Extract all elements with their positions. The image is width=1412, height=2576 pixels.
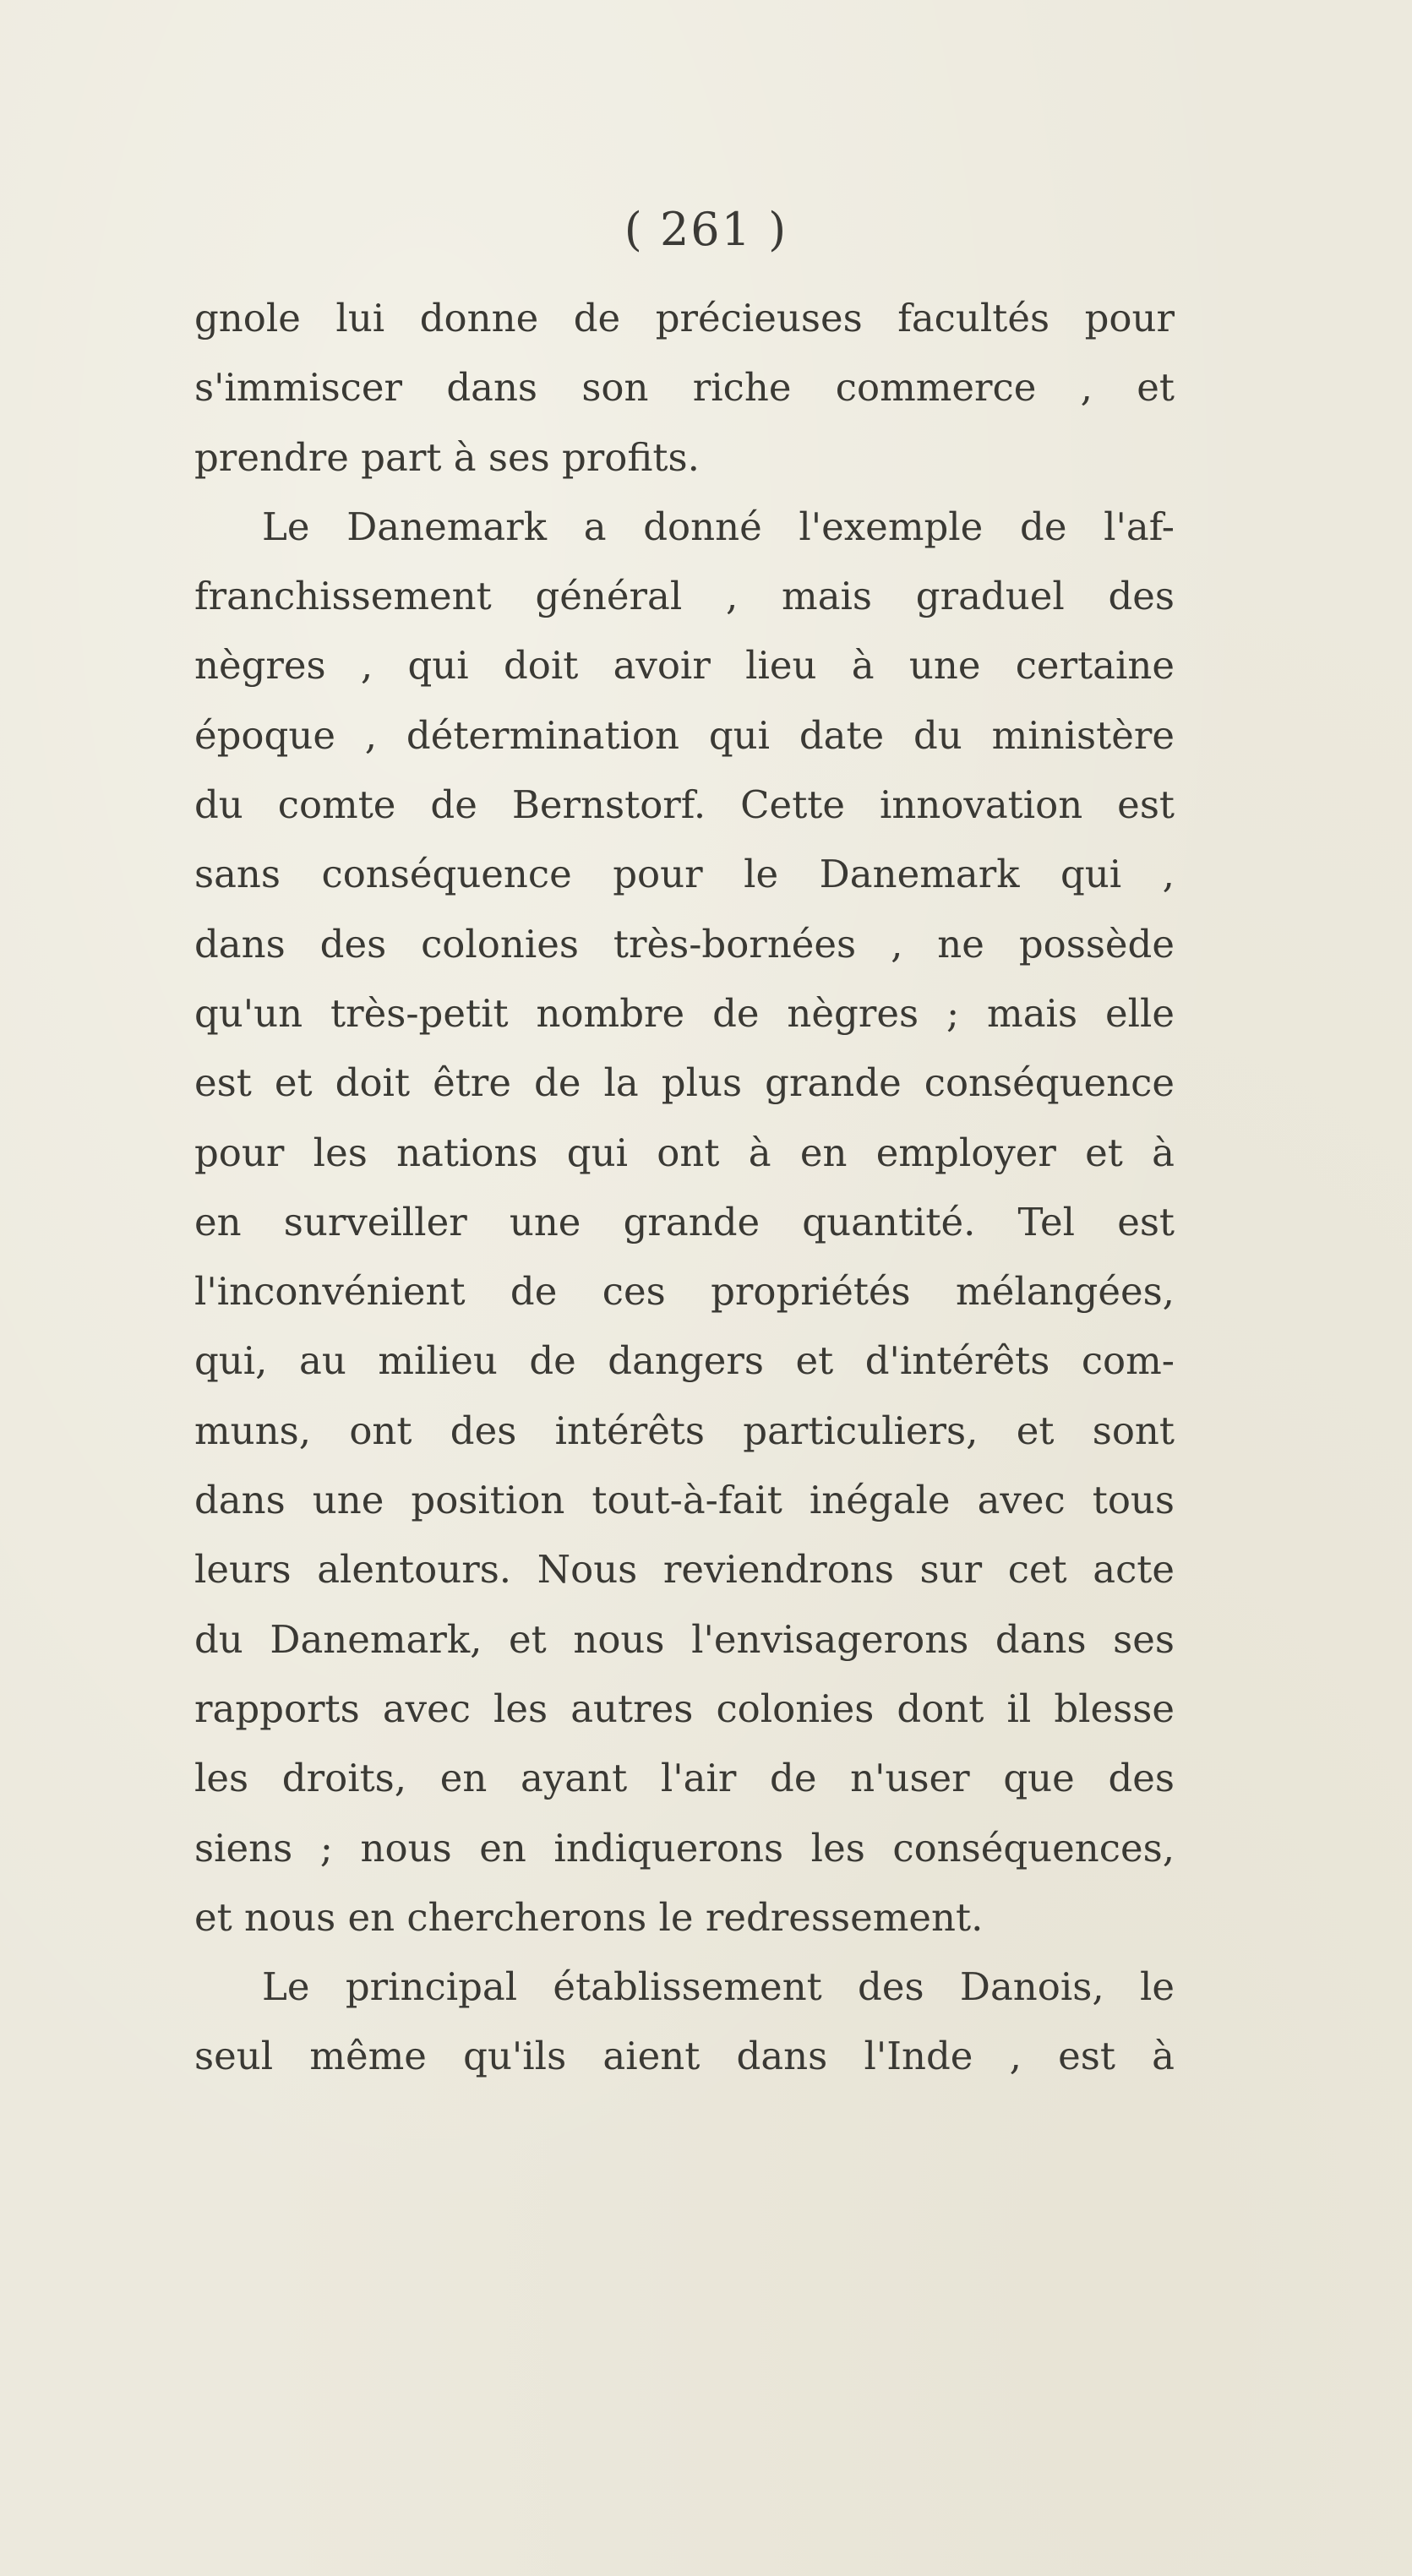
- page-number: ( 261 ): [624, 203, 788, 256]
- text-line: est et doit être de la plus grande conséquence: [194, 1060, 1175, 1106]
- text-line: Le principal établissement des Danois, le: [262, 1964, 1175, 2010]
- text-line: qu'un très-petit nombre de nègres ; mais elle: [194, 990, 1175, 1036]
- text-line: prendre part à ses profits.: [194, 434, 700, 480]
- text-line: s'immiscer dans son riche commerce , et: [194, 365, 1175, 411]
- text-line: en surveiller une grande quantité. Tel est: [194, 1199, 1175, 1244]
- text-line: époque , détermination qui date du ministère: [194, 712, 1175, 758]
- text-line: rapports avec les autres colonies dont il blesse: [194, 1686, 1175, 1731]
- text-line: franchissement général , mais graduel des: [194, 574, 1175, 619]
- text-line: dans des colonies très-bornées , ne possède: [194, 921, 1175, 967]
- text-line: pour les nations qui ont à en employer et à: [194, 1130, 1175, 1175]
- text-line: Le Danemark a donné l'exemple de l'af-: [262, 504, 1175, 549]
- text-line: du Danemark, et nous l'envisagerons dans ses: [194, 1616, 1175, 1662]
- text-line: gnole lui donne de précieuses facultés pour: [194, 296, 1175, 340]
- text-line: les droits, en ayant l'air de n'user que des: [194, 1756, 1175, 1801]
- text-line: du comte de Bernstorf. Cette innovation est: [194, 782, 1175, 828]
- text-line: seul même qu'ils aient dans l'Inde , est à: [194, 2034, 1175, 2079]
- text-line: nègres , qui doit avoir lieu à une certaine: [194, 643, 1175, 689]
- text-line: dans une position tout-à-fait inégale avec tous: [194, 1478, 1175, 1523]
- text-line: muns, ont des intérêts particuliers, et sont: [194, 1408, 1175, 1453]
- text-line: et nous en chercherons le redressement.: [194, 1894, 984, 1940]
- text-line: qui, au milieu de dangers et d'intérêts com-: [194, 1338, 1175, 1384]
- text-line: leurs alentours. Nous reviendrons sur cet acte: [194, 1547, 1175, 1593]
- text-line: sans conséquence pour le Danemark qui ,: [194, 852, 1175, 897]
- text-line: siens ; nous en indiquerons les conséquences,: [194, 1825, 1175, 1871]
- body-text: [194, 284, 1175, 2092]
- text-line: l'inconvénient de ces propriétés mélangées,: [194, 1269, 1175, 1315]
